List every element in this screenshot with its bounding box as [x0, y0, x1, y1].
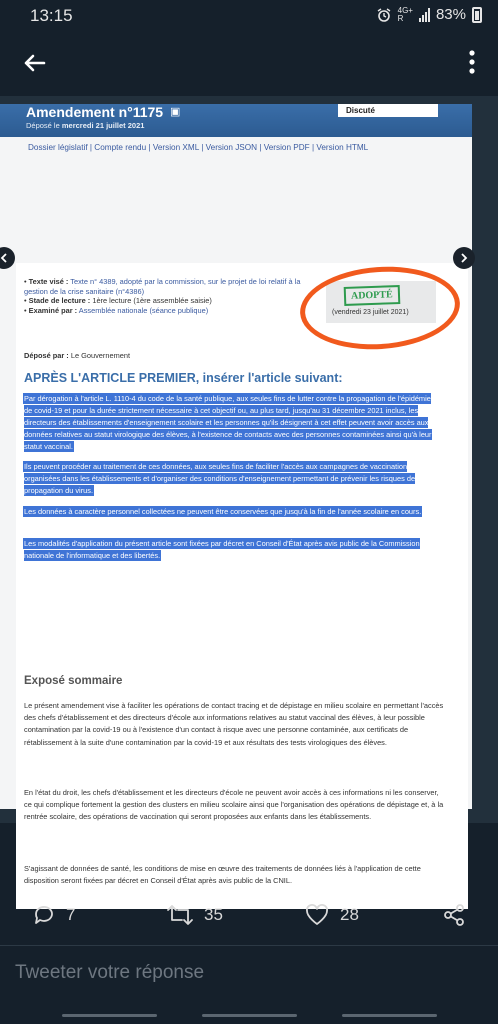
- status-select: Discuté: [338, 104, 438, 117]
- like-count: 28: [340, 905, 359, 924]
- amendment-card: [16, 263, 468, 909]
- print-icon: ▣: [170, 106, 181, 118]
- nav-pill: [342, 1014, 437, 1017]
- more-vertical-icon: [466, 48, 478, 78]
- reply-input[interactable]: Tweeter votre réponse: [15, 962, 205, 983]
- deposit-date: Déposé le mercredi 21 juillet 2021: [26, 121, 145, 130]
- tweet-actions: [0, 893, 498, 937]
- signal-icon: [419, 8, 430, 22]
- highlighted-paragraph: Par dérogation à l'article L. 1110-4 du code de la santé publique, aux seules fins de lutter contre la propagation de l'épidémie de covid-19 et pour la durée strictement nécessaire à cet objectif ou, au plus tard, jusqu'au 31 décembre 2021 inclus, les directeurs des établissements d'enseignement scolaire et les personnes qu'ils désignent à cet effet peuvent avoir accès aux données relatives au statut virologique des élèves, à l'existence de contacts avec des personnes contaminées ainsi qu'à leur statut vaccinal.: [24, 394, 432, 451]
- status-indicators: [376, 6, 482, 23]
- nav-pill: [62, 1014, 157, 1017]
- next-arrow: [453, 247, 475, 269]
- alarm-icon: [376, 7, 392, 23]
- expose-sommaire-title: Exposé sommaire: [24, 675, 123, 687]
- section-title: APRÈS L'ARTICLE PREMIER, insérer l'article suivant:: [24, 371, 343, 385]
- battery-icon: [472, 7, 482, 23]
- meta-stade-lecture: • Stade de lecture : 1ère lecture (1ère assemblée saisie): [24, 296, 212, 305]
- arrow-left-icon: [18, 46, 52, 80]
- reply-button[interactable]: [32, 903, 75, 927]
- adopte-stamp: ADOPTÉ: [344, 285, 400, 306]
- deposer: Déposé par : Le Gouvernement: [24, 351, 131, 360]
- like-button[interactable]: [304, 903, 359, 927]
- highlighted-paragraph: Ils peuvent procéder au traitement de ces données, aux seules fins de faciliter l'accès aux campagnes de vaccination organisées dans les établissements et d'organiser des conditions d'enseignement permettant de prévenir les risques de propagation du virus.: [24, 462, 416, 495]
- chevron-left-icon: [0, 253, 9, 263]
- amendment-title: Amendement n°1175: [26, 104, 164, 120]
- document-links: Dossier législatif | Compte rendu | Version XML | Version JSON | Version PDF | Version HTML: [28, 143, 369, 152]
- nav-pill: [202, 1014, 297, 1017]
- expose-paragraph: S'agissant de données de santé, les conditions de mise en œuvre des traitements de données liés à l'application de cette disposition seront fixées par décret en Conseil d'État après avis public de la CNIL.: [24, 864, 421, 886]
- amendment-document: [0, 104, 472, 886]
- reply-count: 7: [66, 905, 76, 924]
- meta-texte-vise: • Texte visé : Texte n° 4389, adopté par la commission, sur le projet de loi relatif à la gestion de la crise sanitaire (n°4386): [24, 277, 301, 296]
- expose-paragraph: Le présent amendement vise à faciliter les opérations de contact tracing et de dépistage en milieu scolaire en permettant l'accès des chefs d'établissement et des directeurs d'école aux informations relatives au statut vaccinal des élèves, à leur possible contamination par la covid-19 ou à l'existence d'un contact à risque avec une personne contaminée, aux certificats de rétablissement à la suite d'une contamination par la covid-19 et aux résultats des tests virologiques des élèves.: [24, 701, 444, 747]
- expose-paragraph: En l'état du droit, les chefs d'établissement et les directeurs d'école ne peuvent avoir accès à ces informations ni les conserver, ce qui complique fortement la gestion des clusters en milieu scolaire ainsi que l'organisation des opérations de dépistage et, à la rentrée scolaire, des opérations de vaccination qui seront proposées aux enfants dans les établissements.: [24, 788, 444, 822]
- highlighted-paragraph: Les données à caractère personnel collectées ne peuvent être conservées que jusqu'à la fin de l'année scolaire en cours.: [24, 507, 422, 516]
- battery-percent: 83%: [435, 6, 466, 23]
- status-time: 13:15: [30, 6, 73, 25]
- retweet-icon: [166, 903, 194, 927]
- amendment-meta: [24, 277, 304, 315]
- more-options-button[interactable]: [466, 48, 478, 78]
- adoption-date: (vendredi 23 juillet 2021): [332, 309, 409, 316]
- media-viewer-header: [0, 32, 498, 96]
- share-button[interactable]: [442, 903, 466, 927]
- chevron-right-icon: [459, 253, 469, 263]
- back-button[interactable]: [18, 46, 52, 80]
- highlighted-paragraph: Les modalités d'application du présent article sont fixées par décret en Conseil d'État après avis public de la Commission nationale de l'informatique et des libertés.: [24, 539, 420, 560]
- retweet-count: 35: [204, 905, 223, 924]
- network-indicator: 4G+ R: [397, 5, 413, 23]
- reply-composer[interactable]: [0, 945, 498, 1024]
- share-icon: [442, 903, 466, 927]
- heart-icon: [304, 903, 330, 927]
- reply-icon: [32, 903, 56, 927]
- retweet-button[interactable]: [166, 903, 223, 927]
- status-bar: [0, 0, 498, 32]
- meta-examine-par: • Examiné par : Assemblée nationale (séance publique): [24, 305, 209, 315]
- gesture-bar: [0, 1014, 498, 1018]
- document-header: [0, 104, 472, 137]
